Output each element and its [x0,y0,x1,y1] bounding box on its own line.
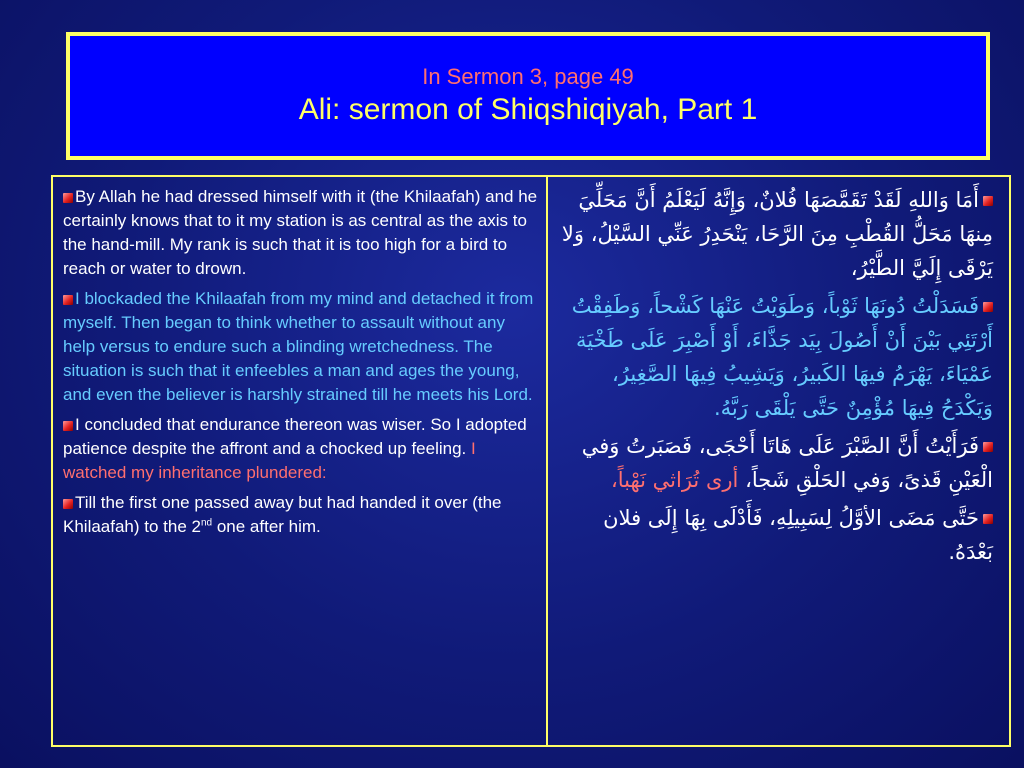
bullet-icon [63,421,73,431]
english-text-4a: Till the first one passed away but had handed it over (the Khilaafah) to the 2 [63,493,502,536]
bullet-icon [63,499,73,509]
english-paragraph-1 [63,185,538,281]
english-text-3a: I concluded that endurance thereon was wiser. So I adopted patience despite the affront and a chocked up feeling. [63,415,527,458]
english-paragraph-4 [63,491,538,539]
english-paragraph-3 [63,413,538,485]
bullet-icon [983,302,993,312]
arabic-text-4: حَتَّى مَضَى الأوَّلُ لِسَبِيلِهِ، فَأَدْلَى بِهَا إِلَى فلان بَعْدَهُ. [603,506,993,564]
arabic-paragraph-2 [558,289,993,425]
arabic-text-3b: أرى تُرَاثي نَهْباً، [610,468,739,492]
english-text-2: I blockaded the Khilaafah from my mind and detached it from myself. Then began to think whether to assault without any help versus to endure such a blinding wretchedness. The situation is such that it enfeebles a man and ages the young, and even the believer is harshly strained till he meets his Lord. [63,289,534,404]
arabic-paragraph-1 [558,183,993,285]
arabic-paragraph-4 [558,501,993,569]
english-paragraph-2 [63,287,538,407]
english-text-4b: one after him. [212,517,321,536]
bullet-icon [983,442,993,452]
slide-title: Ali: sermon of Shiqshiqiyah, Part 1 [298,93,758,126]
arabic-text-1: أَمَا وَاللهِ لَقَدْ تَقَمَّصَهَا فُلانٌ، وَإِنَّهُ لَيَعْلَمُ أَنَّ مَحَلِّيَ مِنهَا مَحَلُّ القُطْبِ مِنَ الرَّحَا، يَنْحَدِرُ عَنِّي السَّيْلُ، وَلا يَرْقَى إِلَيَّ الطَّيْرُ، [561,188,993,280]
ordinal-suffix: nd [200,517,213,529]
slide-subtitle: In Sermon 3, page 49 [422,64,634,89]
arabic-text-2: فَسَدَلْتُ دُونَهَا ثَوْباً، وَطَوَيْتُ عَنْهَا كَشْحاً، وَطَفِقْتُ أَرْتَئِي بَيْنَ أَنْ أَصُولَ بِيَد جَذَّاءَ، أَوْ أَصْبِرَ عَلَى طَخْيَة عَمْيَاءَ، يَهْرَمُ فيهَا الكَبيرُ، وَيَشِيبُ فِيهَا الصَّغِيرُ، وَيَكْدَحُ فِيهَا مُؤْمِنٌ حَتَّى يَلْقَى رَبَّهُ. [571,294,993,420]
arabic-paragraph-3 [558,429,993,497]
content-table [51,175,1011,747]
english-text-3b: I watched my inheritance plundered: [63,439,476,482]
bullet-icon [63,295,73,305]
bullet-icon [983,196,993,206]
english-text-1: By Allah he had dressed himself with it (the Khilaafah) and he certainly knows that to it my station is as central as the axis to the hand-mill. My rank is such that it is too high for a bird to reach or water to drown. [63,187,538,278]
english-column [53,177,548,745]
bullet-icon [63,193,73,203]
arabic-text-3a: فَرَأَيْتُ أَنَّ الصَّبْرَ عَلَى هَاتَا أَحْجَى، فَصَبَرتُ وَفي الْعَيْنِ قَذىً، وَفي الحَلْقِ شَجاً، [581,434,993,492]
title-box [66,32,990,160]
bullet-icon [983,514,993,524]
arabic-column [548,177,1009,745]
